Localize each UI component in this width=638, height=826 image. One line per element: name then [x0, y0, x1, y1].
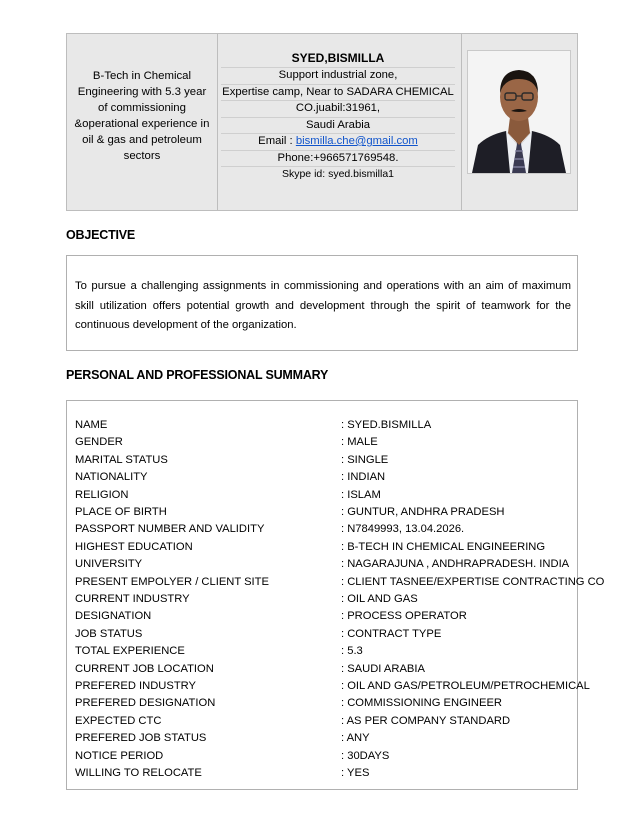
address-line: Support industrial zone,	[221, 68, 455, 85]
summary-row	[75, 715, 577, 732]
row-value: : ISLAM	[341, 488, 381, 501]
career-summary	[73, 68, 212, 164]
summary-row	[75, 558, 577, 575]
career-summary-line: B-Tech in Chemical	[92, 70, 192, 82]
phone-line: Phone:+966571769548.	[221, 151, 455, 168]
row-label: NAME	[75, 419, 108, 431]
photo-cell	[461, 34, 577, 210]
row-value: : OIL AND GAS/PETROLEUM/PETROCHEMICAL	[341, 680, 590, 692]
portrait-illustration	[468, 51, 570, 173]
row-value: : CLIENT TASNEE/EXPERTISE CONTRACTING CO	[341, 575, 605, 588]
profile-photo	[467, 50, 571, 174]
objective-heading: OBJECTIVE	[66, 228, 136, 242]
email-link[interactable]: bismilla.che@gmail.com	[295, 135, 418, 147]
row-value: : COMMISSIONING ENGINEER	[341, 697, 502, 710]
contact-block	[221, 50, 455, 183]
summary-row	[75, 767, 577, 784]
row-value: : PROCESS OPERATOR	[341, 610, 467, 623]
row-label: NOTICE PERIOD	[75, 749, 164, 762]
summary-row	[75, 697, 577, 714]
summary-row	[75, 645, 577, 662]
summary-heading: PERSONAL AND PROFESSIONAL SUMMARY	[66, 368, 329, 382]
summary-row	[75, 471, 577, 488]
skype-line: Skype id: syed.bismilla1	[281, 168, 395, 180]
email-label: Email :	[258, 135, 296, 147]
summary-table	[66, 400, 605, 790]
row-value: : OIL AND GAS	[341, 593, 418, 605]
row-label: JOB STATUS	[75, 627, 143, 640]
address-line: Expertise camp, Near to SADARA CHEMICAL	[221, 85, 455, 102]
row-label: MARITAL STATUS	[75, 453, 168, 466]
summary-row	[75, 419, 577, 436]
row-label: CURRENT JOB LOCATION	[75, 662, 214, 675]
career-summary-line: Engineering with 5.3 year	[77, 86, 207, 98]
contact-cell	[217, 34, 462, 210]
row-value: : YES	[341, 767, 370, 779]
career-summary-line: oil & gas and petroleum	[82, 134, 202, 146]
email-line	[221, 134, 455, 151]
summary-row	[75, 575, 605, 593]
row-label: PASSPORT NUMBER AND VALIDITY	[75, 523, 265, 536]
objective-box	[66, 255, 578, 351]
row-value: : ANY	[341, 732, 370, 745]
career-summary-line: of commissioning	[97, 102, 186, 114]
row-value: : MALE	[341, 436, 378, 449]
row-value: : B-TECH IN CHEMICAL ENGINEERING	[341, 540, 546, 553]
row-value: : SYED.BISMILLA	[341, 419, 432, 431]
row-label: RELIGION	[75, 488, 129, 501]
summary-row	[75, 628, 577, 645]
address-line: Saudi Arabia	[221, 118, 455, 135]
summary-row	[75, 523, 577, 540]
summary-row	[75, 680, 590, 697]
row-value: : N7849993, 13.04.2026.	[341, 523, 465, 536]
row-label: CURRENT INDUSTRY	[75, 593, 190, 605]
summary-row	[75, 541, 577, 558]
row-value: : INDIAN	[341, 471, 386, 484]
row-label: HIGHEST EDUCATION	[75, 540, 193, 553]
row-label: EXPECTED CTC	[75, 714, 162, 727]
career-summary-line: sectors	[123, 150, 161, 162]
career-summary-cell	[67, 34, 218, 210]
row-label: UNIVERSITY	[75, 558, 143, 571]
objective-text: To pursue a challenging assignments in commissioning and operations with an aim of maximum skill utilization offers potential growth and development through the spirit of teamwork for the continuous development of the organization.	[75, 280, 571, 331]
row-value: : 5.3	[341, 645, 363, 658]
summary-row	[75, 436, 577, 453]
summary-row	[75, 489, 577, 506]
row-label: PRESENT EMPOLYER / CLIENT SITE	[75, 575, 269, 588]
resume-header	[66, 33, 578, 211]
row-value: : AS PER COMPANY STANDARD	[341, 714, 511, 727]
address-line: CO.juabil:31961,	[221, 101, 455, 118]
row-value: : SAUDI ARABIA	[341, 662, 425, 675]
summary-row	[75, 454, 577, 471]
row-label: GENDER	[75, 436, 123, 449]
row-label: PLACE OF BIRTH	[75, 506, 167, 518]
row-value: : NAGARAJUNA , ANDHRAPRADESH. INDIA	[341, 558, 570, 571]
row-label: PREFERED DESIGNATION	[75, 697, 216, 710]
summary-row	[75, 506, 577, 523]
summary-row	[75, 750, 577, 767]
row-value: : SINGLE	[341, 453, 389, 466]
row-value: : GUNTUR, ANDHRA PRADESH	[341, 506, 505, 518]
row-label: DESIGNATION	[75, 610, 152, 623]
summary-row	[75, 610, 577, 627]
summary-row	[75, 663, 577, 680]
summary-row	[75, 593, 577, 610]
row-label: PREFERED JOB STATUS	[75, 732, 207, 745]
career-summary-line: &operational experience in	[74, 118, 210, 130]
candidate-name: SYED,BISMILLA	[221, 50, 455, 68]
row-label: TOTAL EXPERIENCE	[75, 645, 185, 658]
row-value: : 30DAYS	[341, 749, 390, 762]
summary-row	[75, 732, 577, 749]
row-label: PREFERED INDUSTRY	[75, 680, 197, 692]
row-value: : CONTRACT TYPE	[341, 627, 442, 640]
row-label: NATIONALITY	[75, 471, 148, 484]
row-label: WILLING TO RELOCATE	[75, 767, 202, 779]
